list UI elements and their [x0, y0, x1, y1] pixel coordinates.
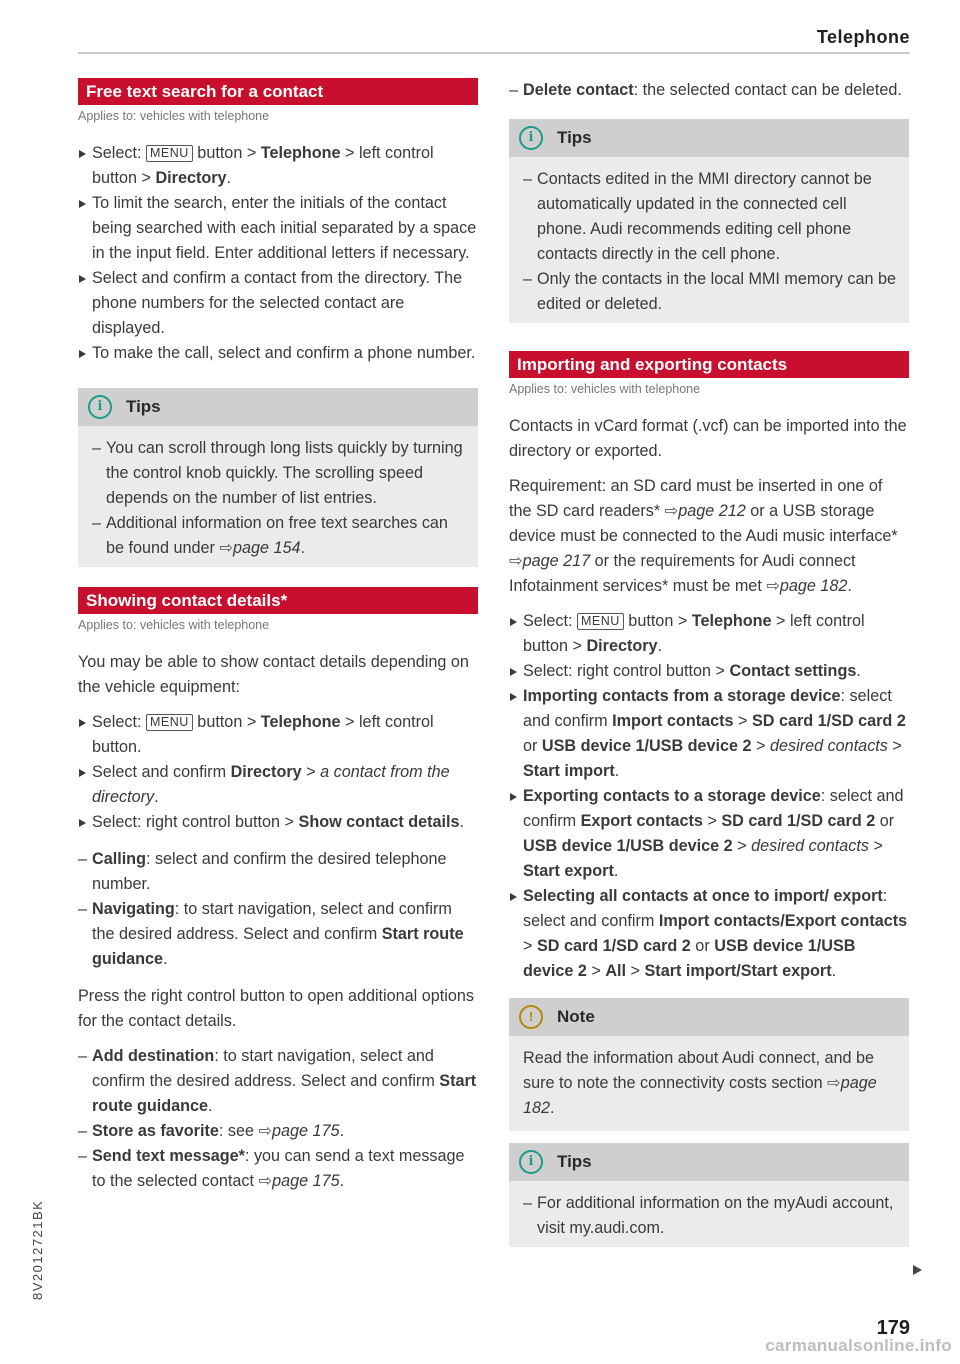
step-item: Select: right control button > Contact settings.: [509, 659, 909, 684]
info-icon: i: [519, 126, 543, 150]
import-intro: Contacts in vCard format (.vcf) can be imported into the directory or exported.: [509, 417, 907, 460]
left-column: [78, 78, 478, 1206]
step-item: Select: MENU button > Telephone > left control button > Directory.: [509, 609, 909, 659]
import-requirement: Requirement: an SD card must be inserted in one of the SD card readers* ⇨page 212 or a USB storage device must be connected to the Audi music interface* ⇨page 217 or the requirements for Audi connect Infotainment services* must be met ⇨page 182.: [509, 477, 898, 595]
step-item: Select and confirm Directory > a contact from the directory.: [78, 760, 478, 810]
page-reference-link[interactable]: page 182: [779, 577, 848, 595]
tip-item: – You can scroll through long lists quickly by turning the control knob quickly. The scrolling speed depends on the number of list entries.: [92, 436, 466, 511]
menu-key-icon: MENU: [146, 145, 193, 162]
tip-item: – Additional information on free text searches can be found under ⇨page 154.: [92, 511, 466, 561]
tip-item: – Only the contacts in the local MMI memory can be edited or deleted.: [523, 267, 897, 317]
applies-note: Applies to: vehicles with telephone: [509, 382, 701, 396]
step-item: Select and confirm a contact from the directory. The phone numbers for the selected contact are displayed.: [78, 266, 478, 341]
page-reference-link[interactable]: page 154: [233, 539, 301, 557]
tips-header: i Tips: [78, 388, 478, 426]
import-steps: [509, 609, 909, 984]
page-reference-link[interactable]: page 175: [272, 1172, 340, 1190]
page-ref-arrow-icon: ⇨: [664, 502, 679, 520]
section-title-contact-details: Showing contact details*: [78, 587, 478, 614]
details-intro: You may be able to show contact details depending on the vehicle equipment:: [78, 653, 469, 696]
menu-key-icon: MENU: [146, 714, 193, 731]
details-more-actions: [78, 1044, 478, 1194]
tips-header: i Tips: [509, 119, 909, 157]
step-item: To make the call, select and confirm a phone number.: [78, 341, 478, 366]
applies-note: Applies to: vehicles with telephone: [78, 109, 270, 123]
tips-box: [509, 1143, 909, 1247]
page-reference-link[interactable]: page 175: [272, 1122, 340, 1140]
page-ref-arrow-icon: ⇨: [219, 539, 233, 557]
tip-item: – For additional information on the myAudi account, visit my.audi.com.: [523, 1191, 897, 1241]
chapter-title: Telephone: [816, 27, 910, 47]
page-ref-arrow-icon: ⇨: [258, 1172, 273, 1190]
step-item: Select: right control button > Show contact details.: [78, 810, 478, 835]
action-item: – Send text message*: you can send a text message to the selected contact ⇨page 175.: [78, 1144, 478, 1194]
menu-key-icon: MENU: [577, 613, 624, 630]
page-reference-link[interactable]: page 212: [678, 502, 746, 520]
info-icon: i: [88, 395, 112, 419]
step-item: Exporting contacts to a storage device: select and confirm Export contacts > SD card 1/SD card 2 or USB device 1/USB device 2 > desired contacts > Start export.: [509, 784, 909, 884]
page-ref-arrow-icon: ⇨: [827, 1074, 841, 1092]
info-icon: i: [519, 1150, 543, 1174]
action-item: – Store as favorite: see ⇨page 175.: [78, 1119, 478, 1144]
step-item: Importing contacts from a storage device: select and confirm Import contacts > SD card 1/SD card 2 or USB device 1/USB device 2 > desired contacts > Start import.: [509, 684, 909, 784]
action-item: – Calling: select and confirm the desired telephone number.: [78, 847, 478, 897]
note-box: [509, 998, 909, 1131]
page-ref-arrow-icon: ⇨: [258, 1122, 273, 1140]
document-code: 8V2012721BK: [30, 1199, 45, 1300]
applies-note: Applies to: vehicles with telephone: [78, 618, 270, 632]
step-item: Select: MENU button > Telephone > left control button > Directory.: [78, 141, 478, 191]
step-item: To limit the search, enter the initials of the contact being searched with each initial separated by a space in the input field. Enter additional letters if necessary.: [78, 191, 478, 266]
page-ref-arrow-icon: ⇨: [509, 552, 523, 570]
page-reference-link[interactable]: page 182: [523, 1074, 877, 1117]
press-text: Press the right control button to open additional options for the contact details.: [78, 987, 474, 1030]
section-title-free-text-search: Free text search for a contact: [78, 78, 478, 105]
tips-box: [509, 119, 909, 323]
exclamation-icon: !: [519, 1005, 543, 1029]
details-steps: [78, 710, 478, 835]
tip-item: – Contacts edited in the MMI directory cannot be automatically updated in the connected cell phone. Audi recommends editing cell phone contacts directly in the cell phone.: [523, 167, 897, 267]
note-text: Read the information about Audi connect, and be sure to note the connectivity costs section ⇨page 182.: [523, 1049, 877, 1117]
section-title-import-export: Importing and exporting contacts: [509, 351, 909, 378]
step-item: Select: MENU button > Telephone > left control button.: [78, 710, 478, 760]
delete-action: [509, 78, 909, 103]
action-item: – Add destination: to start navigation, select and confirm the desired address. Select and confirm Start route guidance.: [78, 1044, 478, 1119]
continue-arrow-icon: [913, 1265, 922, 1275]
step-item: Selecting all contacts at once to import/ export: select and confirm Import contacts/Export contacts > SD card 1/SD card 2 or USB device 1/USB device 2 > All > Start import/Start export.: [509, 884, 909, 984]
watermark: carmanualsonline.info: [765, 1336, 952, 1355]
details-actions: [78, 847, 478, 972]
tips-box: [78, 388, 478, 567]
page-reference-link[interactable]: page 217: [522, 552, 591, 570]
tips-header: i Tips: [509, 1143, 909, 1181]
page-number: 179: [876, 1317, 910, 1339]
action-item: – Navigating: to start navigation, select and confirm the desired address. Select and confirm Start route guidance.: [78, 897, 478, 972]
note-header: ! Note: [509, 998, 909, 1036]
action-item: – Delete contact: the selected contact can be deleted.: [509, 78, 909, 103]
page-header: [78, 0, 910, 54]
free-text-steps: [78, 141, 478, 366]
right-column: [509, 78, 909, 1267]
page-ref-arrow-icon: ⇨: [766, 577, 780, 595]
